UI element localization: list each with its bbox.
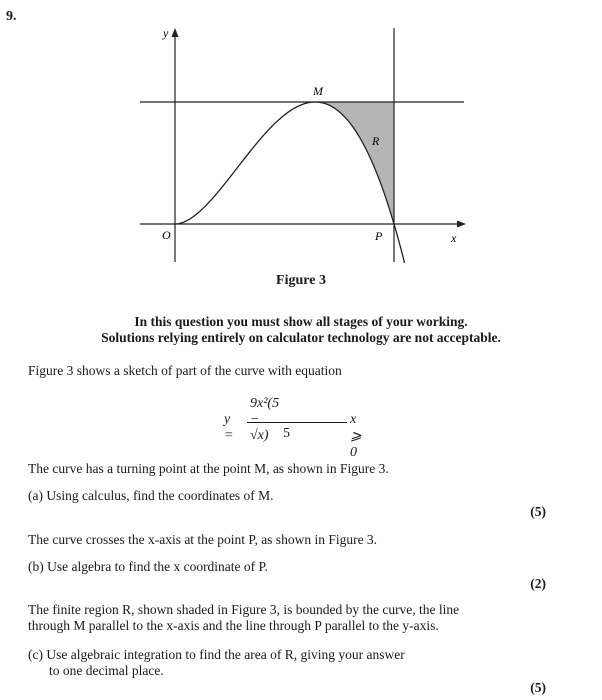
fraction-bar: [247, 422, 347, 423]
crossing-statement: The curve crosses the x-axis at the point P, as shown in Figure 3.: [28, 532, 378, 547]
y-axis-label: y: [163, 26, 169, 40]
x-axis-label: x: [451, 231, 457, 245]
origin-label: O: [162, 228, 171, 242]
part-a-marks: (5): [530, 504, 546, 519]
region-r-label: R: [372, 134, 380, 148]
instruction-line-1: In this question you must show all stages of your working.: [134, 314, 468, 329]
equation-denominator: 5: [283, 426, 290, 441]
point-m-label: M: [313, 84, 323, 98]
part-c-line-2: to one decimal place.: [49, 663, 164, 678]
instruction-line-2: Solutions relying entirely on calculator technology are not acceptable.: [101, 330, 501, 345]
region-description-line-1: The finite region R, shown shaded in Figure 3, is bounded by the curve, the line: [28, 602, 460, 617]
equation-numerator: 9x²(5 − √x): [250, 396, 280, 443]
figure-caption: Figure 3: [276, 273, 326, 288]
equation-lhs: y =: [224, 412, 234, 443]
y-axis-arrow: [172, 28, 179, 37]
intro-text: Figure 3 shows a sketch of part of the curve with equation: [28, 363, 342, 378]
part-b-marks: (2): [530, 576, 546, 591]
shaded-region-r: [315, 102, 394, 224]
question-number: 9.: [6, 9, 17, 24]
part-b-text: (b) Use algebra to find the x coordinate of P.: [28, 559, 268, 574]
region-description-line-2: through M parallel to the x-axis and the line through P parallel to the y-axis.: [28, 618, 439, 633]
turning-point-statement: The curve has a turning point at the point M, as shown in Figure 3.: [28, 461, 389, 476]
part-c-marks: (5): [530, 680, 546, 695]
part-c-line-1: (c) Use algebraic integration to find the area of R, giving your answer: [28, 647, 405, 662]
figure-3-graph: [0, 0, 602, 290]
x-axis-arrow: [457, 221, 466, 228]
domain-condition: x ⩾ 0: [350, 412, 362, 460]
part-a-text: (a) Using calculus, find the coordinates of M.: [28, 488, 274, 503]
point-p-label: P: [375, 229, 383, 243]
